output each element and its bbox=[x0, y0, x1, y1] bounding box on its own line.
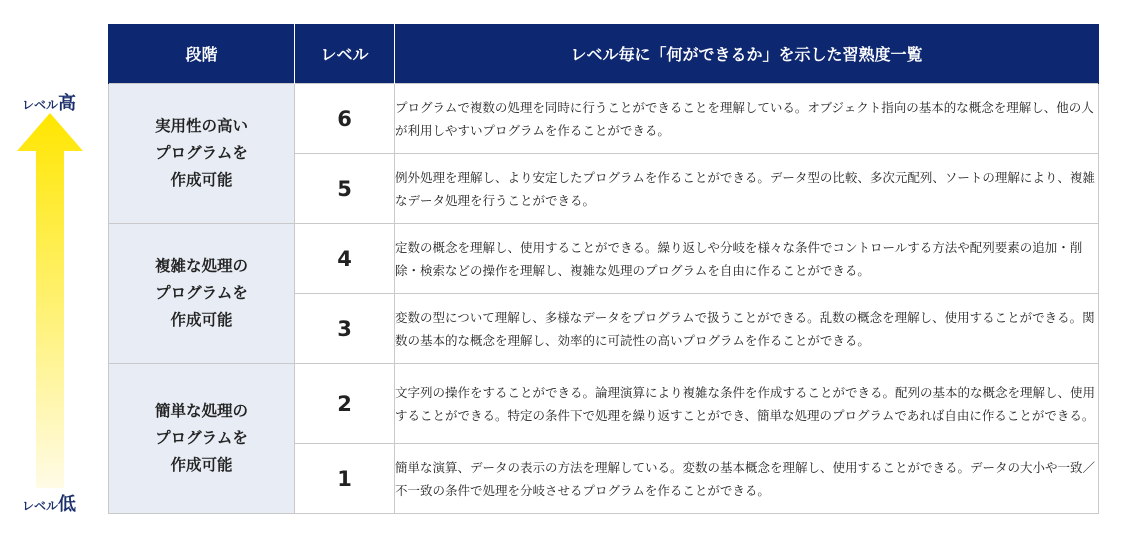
table-row-level-4 bbox=[109, 224, 1099, 294]
axis-low-char: 低 bbox=[58, 494, 77, 515]
header-row bbox=[109, 24, 1099, 84]
level-number: 4 bbox=[295, 224, 395, 294]
stage-cell-complex bbox=[109, 224, 295, 364]
header-level: レベル bbox=[295, 24, 395, 84]
stage-cell-practical bbox=[109, 84, 295, 224]
level-number: 2 bbox=[295, 364, 395, 444]
stage-line: 実用性の高い bbox=[154, 117, 248, 135]
level-axis bbox=[0, 0, 100, 537]
level-description: 例外処理を理解し、より安定したプログラムを作ることができる。データ型の比較、多次元配列、ソートの理解により、複雑なデータ処理を行うことができる。 bbox=[395, 154, 1099, 224]
up-arrow-icon bbox=[17, 113, 83, 488]
stage-line: プログラムを bbox=[155, 429, 248, 447]
stage-line: 簡単な処理の bbox=[154, 402, 248, 420]
level-description: 変数の型について理解し、多様なデータをプログラムで扱うことができる。乱数の概念を理解し、使用することができる。関数の基本的な概念を理解し、効率的に可読性の高いプログラムを作ることができる。 bbox=[395, 294, 1099, 364]
table-row-level-2 bbox=[109, 364, 1099, 444]
proficiency-table bbox=[108, 24, 1099, 514]
level-description: 文字列の操作をすることができる。論理演算により複雑な条件を作成することができる。配列の基本的な概念を理解し、使用することができる。特定の条件下で処理を繰り返すことができ、簡単な処理のプログラムであれば自由に作ることができる。 bbox=[395, 364, 1099, 444]
stage-line: 複雑な処理の bbox=[154, 257, 248, 275]
level-description: プログラムで複数の処理を同時に行うことができることを理解している。オブジェクト指向の基本的な概念を理解し、他の人が利用しやすいプログラムを作ることができる。 bbox=[395, 84, 1099, 154]
axis-low-label bbox=[22, 490, 76, 516]
axis-high-label bbox=[22, 89, 76, 115]
header-description: レベル毎に「何ができるか」を示した習熟度一覧 bbox=[395, 24, 1099, 84]
axis-high-prefix: レベル bbox=[22, 98, 59, 112]
level-description: 簡単な演算、データの表示の方法を理解している。変数の基本概念を理解し、使用することができる。データの大小や一致／不一致の条件で処理を分岐させるプログラムを作ることができる。 bbox=[395, 444, 1099, 514]
axis-high-char: 高 bbox=[58, 93, 77, 114]
stage-cell-simple bbox=[109, 364, 295, 514]
level-number: 1 bbox=[295, 444, 395, 514]
table-row-level-6 bbox=[109, 84, 1099, 154]
stage-line: 作成可能 bbox=[170, 171, 233, 189]
level-description: 定数の概念を理解し、使用することができる。繰り返しや分岐を様々な条件でコントロールする方法や配列要素の追加・削除・検索などの操作を理解し、複雑な処理のプログラムを自由に作ることができる。 bbox=[395, 224, 1099, 294]
stage-line: 作成可能 bbox=[170, 456, 233, 474]
header-stage: 段階 bbox=[109, 24, 295, 84]
stage-line: プログラムを bbox=[155, 144, 248, 162]
level-number: 5 bbox=[295, 154, 395, 224]
stage-line: 作成可能 bbox=[170, 311, 233, 329]
stage-line: プログラムを bbox=[155, 284, 248, 302]
level-number: 3 bbox=[295, 294, 395, 364]
level-number: 6 bbox=[295, 84, 395, 154]
axis-low-prefix: レベル bbox=[22, 499, 59, 513]
